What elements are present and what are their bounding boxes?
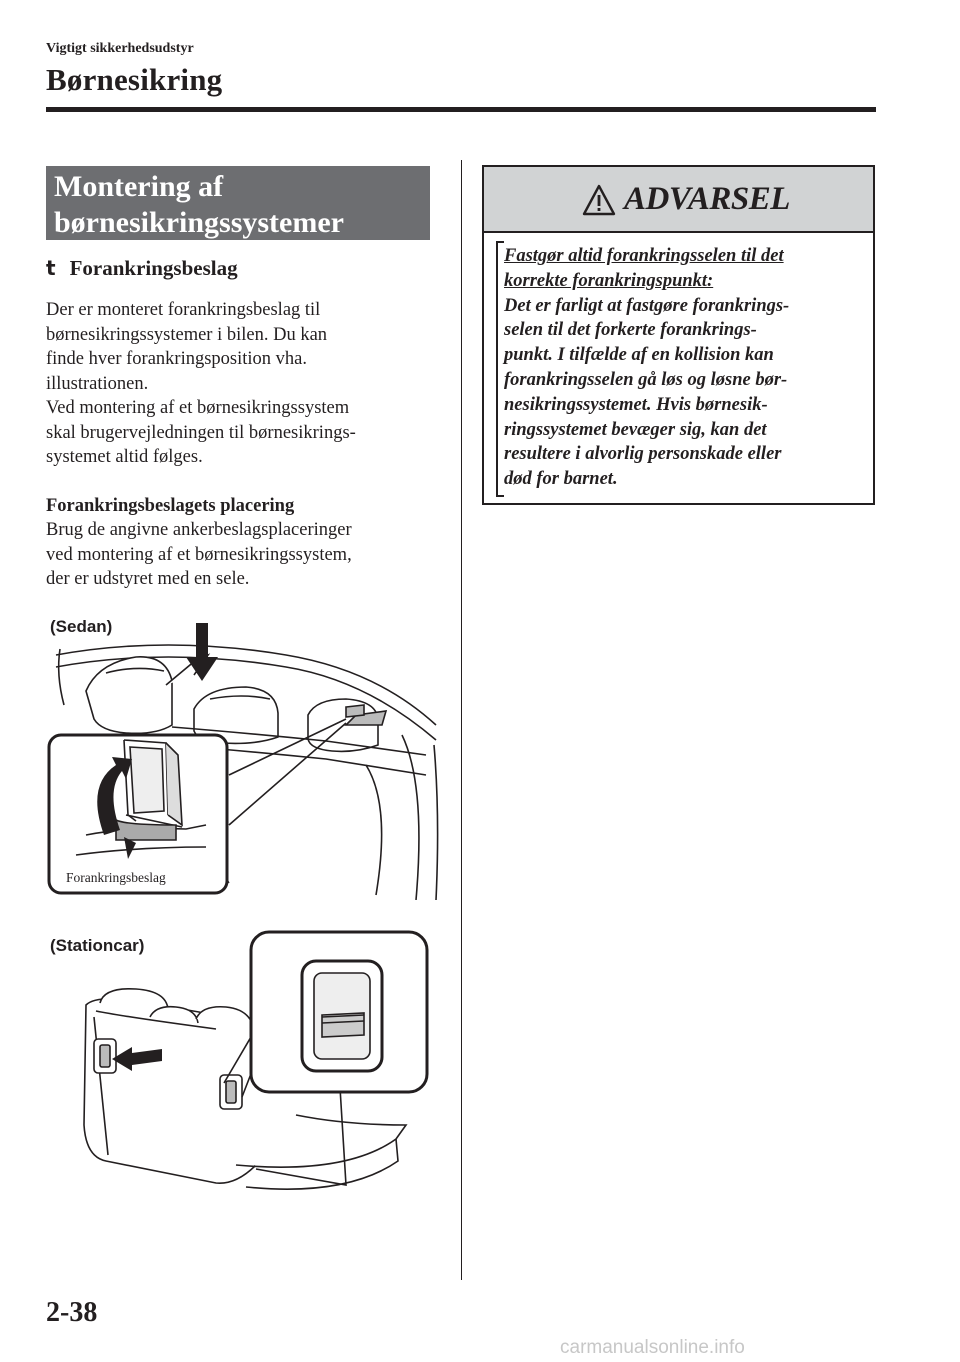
section-banner: [46, 166, 430, 240]
warning-text-line: nesikringssystemet. Hvis børnesik-: [504, 394, 768, 415]
warning-title: ADVARSEL: [624, 181, 790, 217]
text-line: systemet altid følges.: [46, 447, 203, 467]
page-title: Børnesikring: [46, 62, 223, 97]
text-line: Der er monteret forankringsbeslag til: [46, 300, 321, 320]
placement-heading: Forankringsbeslagets placering: [46, 495, 295, 516]
sedan-label: (Sedan): [50, 617, 113, 636]
warning-bracket: [496, 241, 504, 497]
warning-text-line: Det er farligt at fastgøre forankrings-: [504, 295, 790, 316]
warning-text-line: resultere i alvorlig personskade eller: [504, 444, 782, 465]
sedan-illustration: [46, 615, 440, 900]
watermark: carmanualsonline.info: [560, 1337, 745, 1358]
warning-body: [504, 244, 869, 492]
subsection-title: Forankringsbeslag: [69, 256, 238, 280]
text-line: Ved montering af et børnesikringssystem: [46, 398, 350, 418]
intro-paragraph: [46, 298, 436, 592]
stationcar-label: (Stationcar): [50, 936, 145, 955]
warning-text-line: selen til det forkerte forankrings-: [504, 320, 757, 341]
warning-header: [484, 167, 873, 233]
warning-text-line: død for barnet.: [504, 469, 618, 490]
text-line: finde hver forankringsposition vha.: [46, 349, 307, 369]
text-line: ved montering af et børnesikringssystem,: [46, 544, 352, 565]
warning-box: [482, 165, 875, 505]
subsection-heading: [46, 256, 238, 281]
text-line: skal brugervejledningen til børnesikrings-: [46, 422, 356, 443]
title-rule: [46, 107, 876, 112]
warning-text-line: forankringsselen gå løs og løsne bør-: [504, 369, 788, 390]
warning-text-line: punkt. I tilfælde af en kollision kan: [504, 345, 774, 366]
breadcrumb: Vigtigt sikkerhedsudstyr: [46, 41, 194, 56]
warning-text-line: ringssystemet bevæger sig, kan det: [504, 419, 767, 440]
bullet-icon: t: [46, 256, 56, 280]
text-line: der er udstyret med en sele.: [46, 569, 250, 589]
warning-triangle-icon: [582, 184, 616, 216]
warning-heading-line: korrekte forankringspunkt:: [504, 270, 714, 291]
section-banner-line: Montering af: [54, 170, 224, 203]
stationcar-illustration: [46, 925, 440, 1205]
text-line: børnesikringssystemer i bilen. Du kan: [46, 324, 328, 345]
column-divider: [461, 160, 462, 1280]
text-line: illustrationen.: [46, 373, 149, 394]
warning-heading-line: Fastgør altid forankringsselen til det: [504, 246, 784, 266]
anchor-callout-label: Forankringsbeslag: [66, 870, 166, 885]
warning-heading: [504, 244, 869, 294]
text-line: Brug de angivne ankerbeslagsplaceringer: [46, 520, 352, 540]
section-banner-line: børnesikringssystemer: [54, 206, 344, 239]
page-number: 2-38: [46, 1297, 98, 1328]
